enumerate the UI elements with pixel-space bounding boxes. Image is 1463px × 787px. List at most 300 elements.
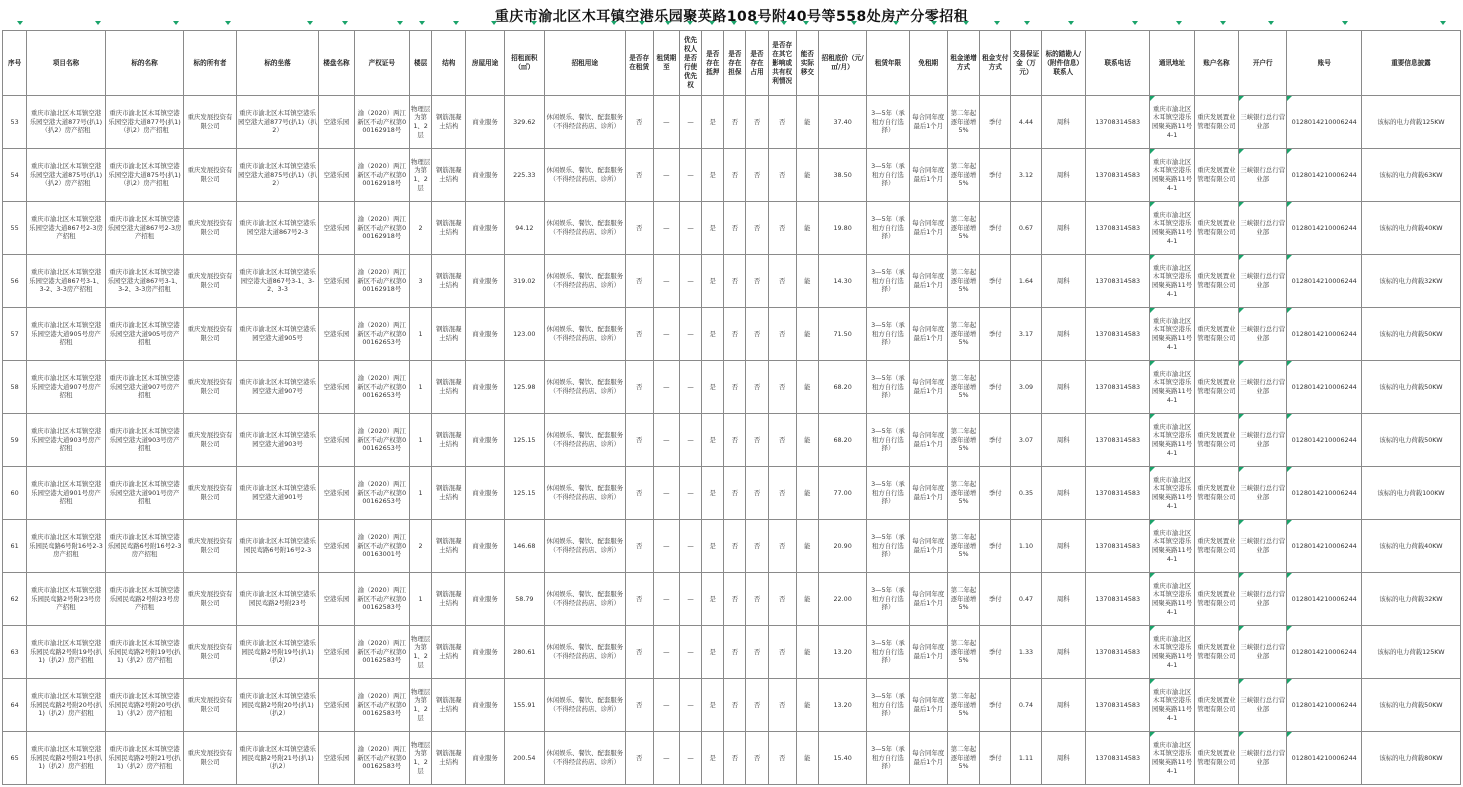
table-cell[interactable]: 重庆市渝北区木耳镇空港乐园聚英路11号4-1	[1150, 573, 1194, 626]
table-cell[interactable]: 重庆市渝北区木耳镇空港乐园民鸾路2号附20号(扒1)（扒2）	[236, 679, 319, 732]
table-cell[interactable]: 53	[3, 96, 27, 149]
table-cell[interactable]: 该标的电力荷载32KW	[1361, 573, 1460, 626]
table-cell[interactable]: 每合同年度最后1个月	[909, 308, 947, 361]
table-cell[interactable]: 否	[768, 626, 796, 679]
table-cell[interactable]: 钢筋混凝土结构	[432, 255, 466, 308]
table-cell[interactable]: —	[679, 202, 701, 255]
table-row[interactable]	[3, 308, 1461, 361]
table-cell[interactable]: —	[679, 255, 701, 308]
table-cell[interactable]: 每合同年度最后1个月	[909, 149, 947, 202]
table-cell[interactable]: 空港乐园	[319, 414, 354, 467]
filter-arrow-icon[interactable]	[17, 21, 23, 25]
table-cell[interactable]: 商业服务	[466, 626, 504, 679]
table-cell[interactable]: 钢筋混凝土结构	[432, 202, 466, 255]
table-cell[interactable]: 重庆发展投资有限公司	[184, 679, 236, 732]
table-cell[interactable]: 13708314583	[1085, 202, 1149, 255]
table-cell[interactable]: 重庆市渝北区木耳镇空港乐园聚英路11号4-1	[1150, 679, 1194, 732]
table-cell[interactable]: —	[653, 626, 679, 679]
table-cell[interactable]: 否	[724, 96, 746, 149]
table-row[interactable]	[3, 361, 1461, 414]
table-cell[interactable]: 56	[3, 255, 27, 308]
table-cell[interactable]: 休闲娱乐、餐饮、配套服务（不得经营药店、诊所）	[544, 361, 625, 414]
table-cell[interactable]: 否	[625, 255, 653, 308]
table-cell[interactable]: 否	[724, 467, 746, 520]
table-cell[interactable]: 休闲娱乐、餐饮、配套服务（不得经营药店、诊所）	[544, 573, 625, 626]
table-cell[interactable]: 空港乐园	[319, 308, 354, 361]
column-header[interactable]: 招租面积（㎡）	[504, 31, 544, 96]
table-cell[interactable]: 200.54	[504, 732, 544, 785]
table-cell[interactable]: 13708314583	[1085, 732, 1149, 785]
table-cell[interactable]: 渝（2020）两江新区不动产权第000163001号	[354, 520, 409, 573]
table-cell[interactable]: 能	[796, 255, 818, 308]
table-cell[interactable]: 68.20	[818, 414, 866, 467]
table-cell[interactable]: 重庆发展置业管理有限公司	[1194, 414, 1238, 467]
table-cell[interactable]: 38.50	[818, 149, 866, 202]
table-cell[interactable]: 每合同年度最后1个月	[909, 96, 947, 149]
column-header[interactable]: 租赁年限	[867, 31, 909, 96]
filter-arrow-icon[interactable]	[491, 21, 497, 25]
table-cell[interactable]: 商业服务	[466, 520, 504, 573]
table-cell[interactable]: 第二年起逐年递增5%	[947, 308, 979, 361]
filter-arrow-icon[interactable]	[173, 21, 179, 25]
table-cell[interactable]: 是	[702, 202, 724, 255]
table-cell[interactable]: 重庆市渝北区木耳镇空港乐园空港大道903号房产招租	[27, 414, 106, 467]
table-cell[interactable]: 0128014210006244	[1287, 679, 1362, 732]
table-cell[interactable]: 重庆市渝北区木耳镇空港乐园民鸾路2号附21号(扒1)（扒2）房产招租	[105, 732, 184, 785]
table-cell[interactable]: 周科	[1041, 361, 1085, 414]
table-cell[interactable]: 重庆市渝北区木耳镇空港乐园聚英路11号4-1	[1150, 732, 1194, 785]
table-cell[interactable]: 能	[796, 679, 818, 732]
table-cell[interactable]: 否	[724, 308, 746, 361]
table-cell[interactable]: 是	[702, 573, 724, 626]
table-cell[interactable]: 空港乐园	[319, 520, 354, 573]
table-cell[interactable]: 3—5年（承租方自行选择）	[867, 308, 909, 361]
table-cell[interactable]: 重庆市渝北区木耳镇空港乐园民鸾路2号附19号(扒1)（扒2）	[236, 626, 319, 679]
filter-arrow-icon[interactable]	[994, 21, 1000, 25]
table-cell[interactable]: 重庆市渝北区木耳镇空港乐园民鸾路2号附23号房产招租	[27, 573, 106, 626]
table-cell[interactable]: 重庆市渝北区木耳镇空港乐园民鸾路2号附23号	[236, 573, 319, 626]
table-cell[interactable]: 0128014210006244	[1287, 308, 1362, 361]
table-cell[interactable]: 渝（2020）两江新区不动产权第000162583号	[354, 626, 409, 679]
table-cell[interactable]: 0128014210006244	[1287, 467, 1362, 520]
table-cell[interactable]: 3—5年（承租方自行选择）	[867, 414, 909, 467]
table-cell[interactable]: 第二年起逐年递增5%	[947, 96, 979, 149]
column-header[interactable]: 楼盘名称	[319, 31, 354, 96]
table-cell[interactable]: 13708314583	[1085, 626, 1149, 679]
table-cell[interactable]: 重庆市渝北区木耳镇空港乐园空港大道905号	[236, 308, 319, 361]
table-cell[interactable]: 能	[796, 308, 818, 361]
table-cell[interactable]: 商业服务	[466, 573, 504, 626]
table-cell[interactable]: 周科	[1041, 520, 1085, 573]
table-cell[interactable]: 能	[796, 149, 818, 202]
table-cell[interactable]: 重庆市渝北区木耳镇空港乐园空港大道875号(扒1)（扒2）房产招租	[27, 149, 106, 202]
table-cell[interactable]: 周科	[1041, 732, 1085, 785]
table-cell[interactable]: 重庆市渝北区木耳镇空港乐园空港大道867号3-1、3-2、3-3房产招租	[27, 255, 106, 308]
table-cell[interactable]: 重庆发展置业管理有限公司	[1194, 520, 1238, 573]
table-cell[interactable]: 周科	[1041, 679, 1085, 732]
table-cell[interactable]: 0128014210006244	[1287, 732, 1362, 785]
table-cell[interactable]: 渝（2020）两江新区不动产权第000162583号	[354, 573, 409, 626]
table-cell[interactable]: 重庆市渝北区木耳镇空港乐园空港大道875号(扒1)（扒2）	[236, 149, 319, 202]
table-cell[interactable]: 重庆市渝北区木耳镇空港乐园空港大道867号3-1、3-2、3-3房产招租	[105, 255, 184, 308]
filter-arrow-icon[interactable]	[1024, 21, 1030, 25]
table-cell[interactable]: 0.35	[1011, 467, 1041, 520]
table-cell[interactable]: 否	[746, 414, 768, 467]
table-cell[interactable]: 第二年起逐年递增5%	[947, 626, 979, 679]
filter-arrow-icon[interactable]	[531, 21, 537, 25]
table-cell[interactable]: 周科	[1041, 573, 1085, 626]
table-cell[interactable]: 第二年起逐年递增5%	[947, 255, 979, 308]
column-header[interactable]: 是否存在占用	[746, 31, 768, 96]
table-cell[interactable]: 重庆发展置业管理有限公司	[1194, 308, 1238, 361]
table-cell[interactable]: 是	[702, 520, 724, 573]
table-cell[interactable]: 重庆发展投资有限公司	[184, 467, 236, 520]
table-cell[interactable]: 重庆市渝北区木耳镇空港乐园民鸾路6号附16号2-3房产招租	[27, 520, 106, 573]
table-cell[interactable]: 季付	[980, 149, 1011, 202]
table-cell[interactable]: 重庆市渝北区木耳镇空港乐园空港大道875号(扒1)（扒2）房产招租	[105, 149, 184, 202]
table-cell[interactable]: 每合同年度最后1个月	[909, 414, 947, 467]
table-cell[interactable]: 物理层为第1、2层	[410, 679, 432, 732]
table-cell[interactable]: 否	[768, 520, 796, 573]
table-cell[interactable]: 0128014210006244	[1287, 414, 1362, 467]
table-cell[interactable]: 空港乐园	[319, 679, 354, 732]
table-cell[interactable]: 是	[702, 414, 724, 467]
table-cell[interactable]: 20.90	[818, 520, 866, 573]
table-cell[interactable]: 13708314583	[1085, 149, 1149, 202]
table-cell[interactable]: 重庆市渝北区木耳镇空港乐园聚英路11号4-1	[1150, 361, 1194, 414]
filter-arrow-icon[interactable]	[803, 21, 809, 25]
table-cell[interactable]: 68.20	[818, 361, 866, 414]
table-cell[interactable]: 1.10	[1011, 520, 1041, 573]
table-cell[interactable]: 重庆发展投资有限公司	[184, 255, 236, 308]
table-cell[interactable]: 3—5年（承租方自行选择）	[867, 149, 909, 202]
table-cell[interactable]: 否	[768, 202, 796, 255]
table-cell[interactable]: 3—5年（承租方自行选择）	[867, 96, 909, 149]
table-cell[interactable]: 渝（2020）两江新区不动产权第000162918号	[354, 202, 409, 255]
table-cell[interactable]: 重庆市渝北区木耳镇空港乐园空港大道901号房产招租	[27, 467, 106, 520]
table-cell[interactable]: 渝（2020）两江新区不动产权第000162583号	[354, 679, 409, 732]
table-cell[interactable]: 重庆市渝北区木耳镇空港乐园民鸾路6号附16号2-3	[236, 520, 319, 573]
table-cell[interactable]: 重庆市渝北区木耳镇空港乐园聚英路11号4-1	[1150, 467, 1194, 520]
table-cell[interactable]: 是	[702, 308, 724, 361]
column-header[interactable]: 通讯地址	[1150, 31, 1194, 96]
table-cell[interactable]: 季付	[980, 255, 1011, 308]
table-cell[interactable]: 0128014210006244	[1287, 149, 1362, 202]
table-cell[interactable]: —	[653, 202, 679, 255]
table-cell[interactable]: —	[679, 149, 701, 202]
table-cell[interactable]: 空港乐园	[319, 255, 354, 308]
table-cell[interactable]: —	[679, 573, 701, 626]
column-header[interactable]: 招租底价（元/㎡/月）	[818, 31, 866, 96]
table-cell[interactable]: 否	[625, 149, 653, 202]
column-header[interactable]: 开户行	[1239, 31, 1287, 96]
table-cell[interactable]: 重庆发展置业管理有限公司	[1194, 202, 1238, 255]
filter-arrow-icon[interactable]	[1068, 21, 1074, 25]
table-cell[interactable]: 0128014210006244	[1287, 96, 1362, 149]
column-header[interactable]: 是否存在租赁	[625, 31, 653, 96]
table-cell[interactable]: 空港乐园	[319, 149, 354, 202]
filter-arrow-icon[interactable]	[687, 21, 693, 25]
table-cell[interactable]: 否	[625, 308, 653, 361]
table-cell[interactable]: 第二年起逐年递增5%	[947, 732, 979, 785]
table-cell[interactable]: 13708314583	[1085, 467, 1149, 520]
table-cell[interactable]: 重庆市渝北区木耳镇空港乐园空港大道877号(扒1)（扒2）房产招租	[105, 96, 184, 149]
table-cell[interactable]: 重庆市渝北区木耳镇空港乐园聚英路11号4-1	[1150, 308, 1194, 361]
table-cell[interactable]: 渝（2020）两江新区不动产权第000162653号	[354, 467, 409, 520]
table-cell[interactable]: 休闲娱乐、餐饮、配套服务（不得经营药店、诊所）	[544, 202, 625, 255]
table-cell[interactable]: 商业服务	[466, 149, 504, 202]
table-cell[interactable]: 三峡银行总行营业部	[1239, 732, 1287, 785]
table-cell[interactable]: 休闲娱乐、餐饮、配套服务（不得经营药店、诊所）	[544, 626, 625, 679]
table-cell[interactable]: 重庆市渝北区木耳镇空港乐园空港大道867号3-1、3-2、3-3	[236, 255, 319, 308]
column-header[interactable]: 招租用途	[544, 31, 625, 96]
table-cell[interactable]: 周科	[1041, 255, 1085, 308]
table-cell[interactable]: 重庆市渝北区木耳镇空港乐园民鸾路2号附20号(扒1)（扒2）房产招租	[105, 679, 184, 732]
filter-arrow-icon[interactable]	[893, 21, 899, 25]
table-cell[interactable]: 125.15	[504, 467, 544, 520]
table-cell[interactable]: 重庆发展置业管理有限公司	[1194, 626, 1238, 679]
table-cell[interactable]: 否	[746, 573, 768, 626]
table-cell[interactable]: 155.91	[504, 679, 544, 732]
table-cell[interactable]: 季付	[980, 361, 1011, 414]
table-cell[interactable]: 否	[746, 679, 768, 732]
table-cell[interactable]: 3.12	[1011, 149, 1041, 202]
column-header[interactable]: 免租期	[909, 31, 947, 96]
table-cell[interactable]: 重庆市渝北区木耳镇空港乐园空港大道903号	[236, 414, 319, 467]
table-cell[interactable]: 商业服务	[466, 679, 504, 732]
table-cell[interactable]: 该标的电力荷载32KW	[1361, 255, 1460, 308]
table-cell[interactable]: 62	[3, 573, 27, 626]
table-cell[interactable]: 该标的电力荷载125KW	[1361, 96, 1460, 149]
table-cell[interactable]: 0128014210006244	[1287, 520, 1362, 573]
table-row[interactable]	[3, 520, 1461, 573]
table-cell[interactable]: 否	[746, 255, 768, 308]
table-cell[interactable]: 0.47	[1011, 573, 1041, 626]
table-cell[interactable]: 休闲娱乐、餐饮、配套服务（不得经营药店、诊所）	[544, 520, 625, 573]
table-cell[interactable]: 该标的电力荷载50KW	[1361, 679, 1460, 732]
table-cell[interactable]: 钢筋混凝土结构	[432, 732, 466, 785]
table-cell[interactable]: 4.44	[1011, 96, 1041, 149]
table-cell[interactable]: 重庆发展置业管理有限公司	[1194, 149, 1238, 202]
filter-arrow-icon[interactable]	[1342, 21, 1348, 25]
table-cell[interactable]: 重庆发展投资有限公司	[184, 96, 236, 149]
table-cell[interactable]: 周科	[1041, 202, 1085, 255]
table-cell[interactable]: 0.74	[1011, 679, 1041, 732]
column-header[interactable]: 序号	[3, 31, 27, 96]
table-cell[interactable]: 季付	[980, 520, 1011, 573]
table-cell[interactable]: 13.20	[818, 679, 866, 732]
filter-arrow-icon[interactable]	[665, 21, 671, 25]
table-cell[interactable]: 0128014210006244	[1287, 255, 1362, 308]
table-cell[interactable]: 商业服务	[466, 308, 504, 361]
table-cell[interactable]: 空港乐园	[319, 626, 354, 679]
table-cell[interactable]: 否	[724, 361, 746, 414]
table-cell[interactable]: 重庆市渝北区木耳镇空港乐园空港大道905号房产招租	[27, 308, 106, 361]
table-cell[interactable]: 空港乐园	[319, 202, 354, 255]
table-cell[interactable]: 每合同年度最后1个月	[909, 626, 947, 679]
table-cell[interactable]: 休闲娱乐、餐饮、配套服务（不得经营药店、诊所）	[544, 732, 625, 785]
table-cell[interactable]: —	[679, 679, 701, 732]
table-cell[interactable]: 周科	[1041, 149, 1085, 202]
table-cell[interactable]: 重庆发展投资有限公司	[184, 573, 236, 626]
table-cell[interactable]: 3—5年（承租方自行选择）	[867, 467, 909, 520]
table-cell[interactable]: 65	[3, 732, 27, 785]
table-cell[interactable]: 13708314583	[1085, 520, 1149, 573]
table-cell[interactable]: 重庆市渝北区木耳镇空港乐园空港大道907号房产招租	[105, 361, 184, 414]
table-cell[interactable]: 钢筋混凝土结构	[432, 573, 466, 626]
table-cell[interactable]: 三峡银行总行营业部	[1239, 520, 1287, 573]
table-cell[interactable]: 重庆发展置业管理有限公司	[1194, 255, 1238, 308]
table-cell[interactable]: 重庆市渝北区木耳镇空港乐园空港大道867号2-3房产招租	[105, 202, 184, 255]
filter-arrow-icon[interactable]	[639, 21, 645, 25]
table-cell[interactable]: 重庆市渝北区木耳镇空港乐园空港大道877号(扒1)（扒2）房产招租	[27, 96, 106, 149]
table-cell[interactable]: 季付	[980, 626, 1011, 679]
table-cell[interactable]: 重庆市渝北区木耳镇空港乐园聚英路11号4-1	[1150, 149, 1194, 202]
table-cell[interactable]: 重庆发展置业管理有限公司	[1194, 679, 1238, 732]
table-cell[interactable]: 重庆市渝北区木耳镇空港乐园聚英路11号4-1	[1150, 520, 1194, 573]
table-row[interactable]	[3, 467, 1461, 520]
filter-arrow-icon[interactable]	[419, 21, 425, 25]
table-cell[interactable]: 3—5年（承租方自行选择）	[867, 520, 909, 573]
table-cell[interactable]: 能	[796, 467, 818, 520]
table-cell[interactable]: —	[653, 414, 679, 467]
table-cell[interactable]: 重庆发展置业管理有限公司	[1194, 96, 1238, 149]
table-cell[interactable]: 第二年起逐年递增5%	[947, 202, 979, 255]
filter-arrow-icon[interactable]	[1176, 21, 1182, 25]
table-cell[interactable]: 每合同年度最后1个月	[909, 520, 947, 573]
table-cell[interactable]: 钢筋混凝土结构	[432, 361, 466, 414]
filter-arrow-icon[interactable]	[397, 21, 403, 25]
table-cell[interactable]: 休闲娱乐、餐饮、配套服务（不得经营药店、诊所）	[544, 96, 625, 149]
table-cell[interactable]: 3	[410, 255, 432, 308]
table-cell[interactable]: 每合同年度最后1个月	[909, 202, 947, 255]
table-cell[interactable]: 13708314583	[1085, 573, 1149, 626]
table-cell[interactable]: 否	[768, 255, 796, 308]
table-cell[interactable]: 能	[796, 520, 818, 573]
table-cell[interactable]: 重庆市渝北区木耳镇空港乐园聚英路11号4-1	[1150, 414, 1194, 467]
table-cell[interactable]: 13708314583	[1085, 96, 1149, 149]
table-cell[interactable]: 14.30	[818, 255, 866, 308]
table-cell[interactable]: 3—5年（承租方自行选择）	[867, 732, 909, 785]
table-cell[interactable]: 是	[702, 679, 724, 732]
filter-arrow-icon[interactable]	[731, 21, 737, 25]
column-header[interactable]: 交易保证金（万元）	[1011, 31, 1041, 96]
table-cell[interactable]: 重庆市渝北区木耳镇空港乐园空港大道901号房产招租	[105, 467, 184, 520]
table-cell[interactable]: 重庆市渝北区木耳镇空港乐园民鸾路2号附20号(扒1)（扒2）房产招租	[27, 679, 106, 732]
table-cell[interactable]: 商业服务	[466, 255, 504, 308]
table-cell[interactable]: 13708314583	[1085, 255, 1149, 308]
table-cell[interactable]: 物理层为第1、2层	[410, 626, 432, 679]
table-cell[interactable]: 三峡银行总行营业部	[1239, 679, 1287, 732]
table-cell[interactable]: 1	[410, 467, 432, 520]
table-cell[interactable]: 重庆市渝北区木耳镇空港乐园民鸾路6号附16号2-3房产招租	[105, 520, 184, 573]
table-cell[interactable]: 0.67	[1011, 202, 1041, 255]
table-cell[interactable]: 商业服务	[466, 467, 504, 520]
table-cell[interactable]: 能	[796, 96, 818, 149]
table-cell[interactable]: 重庆发展投资有限公司	[184, 202, 236, 255]
table-cell[interactable]: 季付	[980, 679, 1011, 732]
table-cell[interactable]: 钢筋混凝土结构	[432, 626, 466, 679]
table-cell[interactable]: 重庆市渝北区木耳镇空港乐园民鸾路2号附21号(扒1)（扒2）	[236, 732, 319, 785]
table-row[interactable]	[3, 626, 1461, 679]
table-cell[interactable]: 重庆发展投资有限公司	[184, 149, 236, 202]
filter-arrow-icon[interactable]	[753, 21, 759, 25]
table-cell[interactable]: 63	[3, 626, 27, 679]
table-cell[interactable]: 三峡银行总行营业部	[1239, 308, 1287, 361]
table-cell[interactable]: 渝（2020）两江新区不动产权第000162583号	[354, 732, 409, 785]
column-header[interactable]: 标的坐落	[236, 31, 319, 96]
table-cell[interactable]: 休闲娱乐、餐饮、配套服务（不得经营药店、诊所）	[544, 467, 625, 520]
table-cell[interactable]: 商业服务	[466, 732, 504, 785]
table-cell[interactable]: 周科	[1041, 414, 1085, 467]
table-cell[interactable]: 否	[724, 732, 746, 785]
table-cell[interactable]: 钢筋混凝土结构	[432, 308, 466, 361]
table-row[interactable]	[3, 96, 1461, 149]
table-cell[interactable]: 否	[746, 308, 768, 361]
table-cell[interactable]: 能	[796, 202, 818, 255]
filter-arrow-icon[interactable]	[781, 21, 787, 25]
column-header[interactable]: 租金递增方式	[947, 31, 979, 96]
table-cell[interactable]: 重庆发展投资有限公司	[184, 308, 236, 361]
table-cell[interactable]: 每合同年度最后1个月	[909, 467, 947, 520]
column-header[interactable]: 租金支付方式	[980, 31, 1011, 96]
table-cell[interactable]: 否	[625, 679, 653, 732]
table-cell[interactable]: 是	[702, 255, 724, 308]
table-cell[interactable]: 否	[724, 626, 746, 679]
table-cell[interactable]: 否	[768, 149, 796, 202]
table-cell[interactable]: 该标的电力荷载100KW	[1361, 467, 1460, 520]
table-cell[interactable]: 重庆市渝北区木耳镇空港乐园空港大道905号房产招租	[105, 308, 184, 361]
table-cell[interactable]: 重庆市渝北区木耳镇空港乐园民鸾路2号附19号(扒1)（扒2）房产招租	[105, 626, 184, 679]
table-cell[interactable]: 是	[702, 467, 724, 520]
table-cell[interactable]: 125.98	[504, 361, 544, 414]
table-cell[interactable]: 146.68	[504, 520, 544, 573]
table-cell[interactable]: 13708314583	[1085, 361, 1149, 414]
table-cell[interactable]: 重庆市渝北区木耳镇空港乐园聚英路11号4-1	[1150, 202, 1194, 255]
column-header[interactable]: 能否实际移交	[796, 31, 818, 96]
filter-arrow-icon[interactable]	[1440, 21, 1446, 25]
table-cell[interactable]: —	[653, 361, 679, 414]
table-cell[interactable]: 225.33	[504, 149, 544, 202]
table-cell[interactable]: 319.02	[504, 255, 544, 308]
table-cell[interactable]: 三峡银行总行营业部	[1239, 149, 1287, 202]
table-row[interactable]	[3, 573, 1461, 626]
table-cell[interactable]: 13708314583	[1085, 679, 1149, 732]
table-cell[interactable]: 125.15	[504, 414, 544, 467]
column-header[interactable]: 项目名称	[27, 31, 106, 96]
table-cell[interactable]: 71.50	[818, 308, 866, 361]
table-cell[interactable]: 三峡银行总行营业部	[1239, 414, 1287, 467]
table-cell[interactable]: —	[679, 520, 701, 573]
table-cell[interactable]: 19.80	[818, 202, 866, 255]
table-cell[interactable]: 否	[768, 467, 796, 520]
table-cell[interactable]: 每合同年度最后1个月	[909, 573, 947, 626]
table-cell[interactable]: 否	[746, 626, 768, 679]
table-cell[interactable]: 37.40	[818, 96, 866, 149]
table-cell[interactable]: 能	[796, 732, 818, 785]
table-cell[interactable]: 能	[796, 414, 818, 467]
table-cell[interactable]: 57	[3, 308, 27, 361]
table-cell[interactable]: 周科	[1041, 308, 1085, 361]
table-cell[interactable]: 重庆发展置业管理有限公司	[1194, 573, 1238, 626]
table-row[interactable]	[3, 732, 1461, 785]
column-header[interactable]: 重要信息披露	[1361, 31, 1460, 96]
table-cell[interactable]: 渝（2020）两江新区不动产权第000162653号	[354, 361, 409, 414]
table-cell[interactable]: 94.12	[504, 202, 544, 255]
table-cell[interactable]: 0128014210006244	[1287, 573, 1362, 626]
table-cell[interactable]: 该标的电力荷载63KW	[1361, 149, 1460, 202]
table-cell[interactable]: 否	[768, 414, 796, 467]
